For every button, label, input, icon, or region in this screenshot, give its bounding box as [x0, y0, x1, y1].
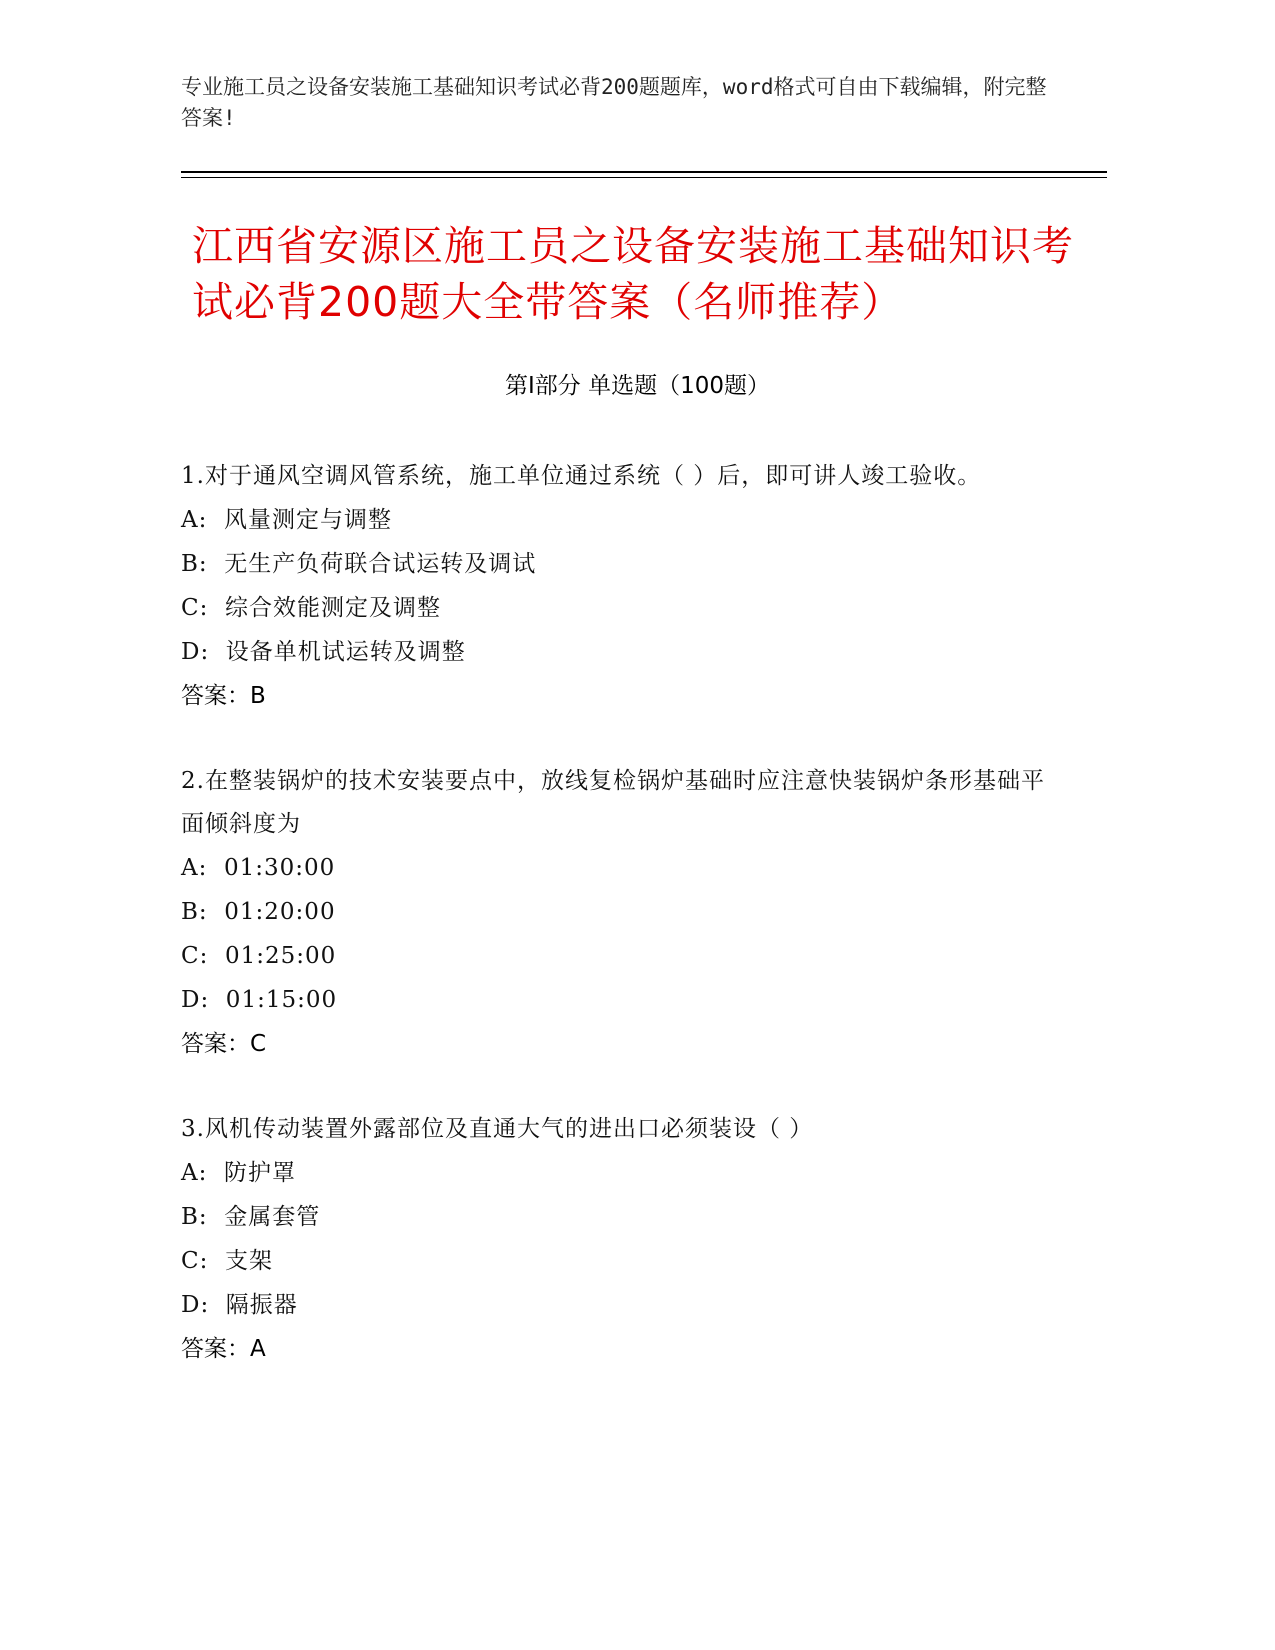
option-b: B: 01:20:00	[181, 899, 336, 925]
option-c: C: 01:25:00	[181, 943, 337, 969]
header-divider-thin	[181, 177, 1107, 178]
option-a: A: 01:30:00	[181, 855, 336, 881]
option-d: D: 隔振器	[181, 1292, 298, 1318]
document-title: 江西省安源区施工员之设备安装施工基础知识考试必背200题大全带答案（名师推荐）	[192, 222, 1074, 326]
option-a: A: 防护罩	[181, 1160, 296, 1186]
option-b: B: 金属套管	[181, 1204, 321, 1230]
question-2	[181, 760, 1051, 1067]
question-text: 3.风机传动装置外露部位及直通大气的进出口必须装设（ ）	[181, 1116, 814, 1142]
option-c: C: 综合效能测定及调整	[181, 595, 441, 621]
section-title: 第I部分 单选题（100题）	[505, 373, 770, 399]
question-list	[181, 455, 1051, 1413]
option-c: C: 支架	[181, 1248, 273, 1274]
option-d: D: 01:15:00	[181, 987, 338, 1013]
answer: 答案：B	[181, 683, 266, 709]
question-text: 1.对于通风空调风管系统，施工单位通过系统（ ）后，即可讲人竣工验收。	[181, 463, 982, 489]
option-d: D: 设备单机试运转及调整	[181, 639, 466, 665]
question-3	[181, 1108, 1051, 1372]
question-1	[181, 455, 1051, 719]
answer: 答案：C	[181, 1031, 267, 1057]
header-note: 专业施工员之设备安装施工基础知识考试必背200题题库，word格式可自由下载编辑，附完整答案!	[181, 75, 1047, 130]
option-a: A: 风量测定与调整	[181, 507, 392, 533]
answer: 答案：A	[181, 1336, 266, 1362]
option-b: B: 无生产负荷联合试运转及调试	[181, 551, 537, 577]
header-divider-thick	[181, 171, 1107, 173]
question-text: 2.在整装锅炉的技术安装要点中，放线复检锅炉基础时应注意快装锅炉条形基础平面倾斜度为	[181, 768, 1045, 837]
